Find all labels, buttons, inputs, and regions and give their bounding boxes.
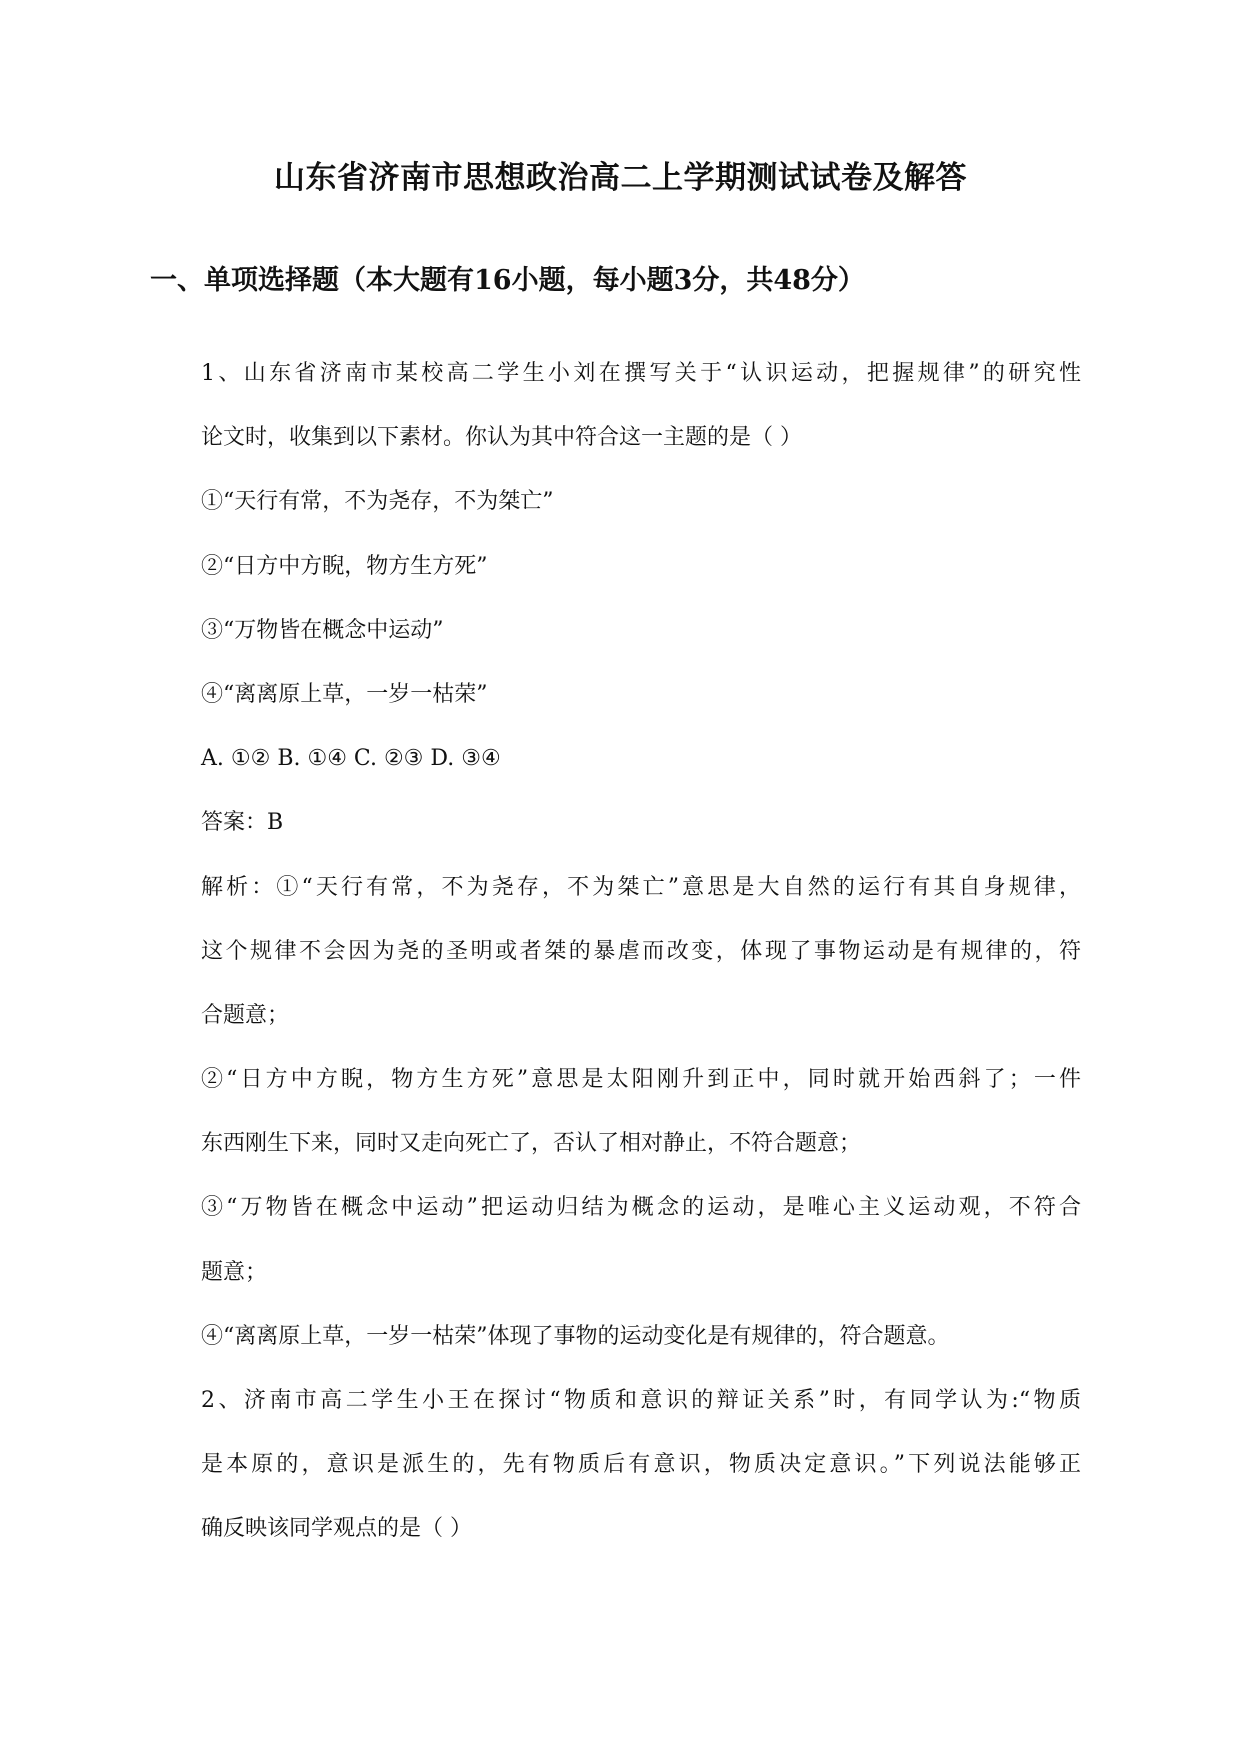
q1-answer: 答案：B (201, 810, 284, 836)
q1-option-2: ②“日方中方睨，物方生方死” (201, 553, 488, 579)
q1-analysis-line-4: ②“日方中方睨，物方生方死”意思是太阳刚升到正中，同时就开始西斜了；一件 (201, 1067, 1081, 1093)
q1-choices: A. ①② B. ①④ C. ②③ D. ③④ (201, 746, 501, 772)
q2-stem-line-3: 确反映该同学观点的是（ ） (201, 1516, 472, 1542)
q1-analysis-line-7: 题意； (201, 1259, 268, 1285)
question-content (201, 342, 1081, 1562)
q1-analysis-line-2: 这个规律不会因为尧的圣明或者桀的暴虐而改变，体现了事物运动是有规律的，符 (201, 938, 1081, 964)
q2-stem-line-2: 是本原的，意识是派生的，先有物质后有意识，物质决定意识。”下列说法能够正 (201, 1452, 1081, 1478)
section-heading: 一、单项选择题（本大题有16小题，每小题3分，共48分） (150, 265, 865, 296)
q1-analysis-line-6: ③“万物皆在概念中运动”把运动归结为概念的运动，是唯心主义运动观，不符合 (201, 1195, 1081, 1221)
q1-analysis-line-8: ④“离离原上草，一岁一枯荣”体现了事物的运动变化是有规律的，符合题意。 (201, 1323, 950, 1349)
q1-analysis-line-1: 解析：①“天行有常，不为尧存，不为桀亡”意思是大自然的运行有其自身规律， (201, 874, 1081, 900)
q1-analysis-line-3: 合题意； (201, 1002, 290, 1028)
q1-option-1: ①“天行有常，不为尧存，不为桀亡” (201, 489, 554, 515)
q1-stem-line-1: 1、山东省济南市某校高二学生小刘在撰写关于“认识运动，把握规律”的研究性 (201, 361, 1081, 386)
q1-stem-line-2: 论文时，收集到以下素材。你认为其中符合这一主题的是（ ） (201, 425, 802, 451)
document-title: 山东省济南市思想政治高二上学期测试试卷及解答 (274, 160, 967, 196)
q1-option-3: ③“万物皆在概念中运动” (201, 617, 444, 643)
q1-option-4: ④“离离原上草，一岁一枯荣” (201, 681, 488, 707)
q1-analysis-line-5: 东西刚生下来，同时又走向死亡了，否认了相对静止，不符合题意； (201, 1131, 862, 1157)
q2-stem-line-1: 2、济南市高二学生小王在探讨“物质和意识的辩证关系”时，有同学认为:“物质 (201, 1388, 1081, 1413)
